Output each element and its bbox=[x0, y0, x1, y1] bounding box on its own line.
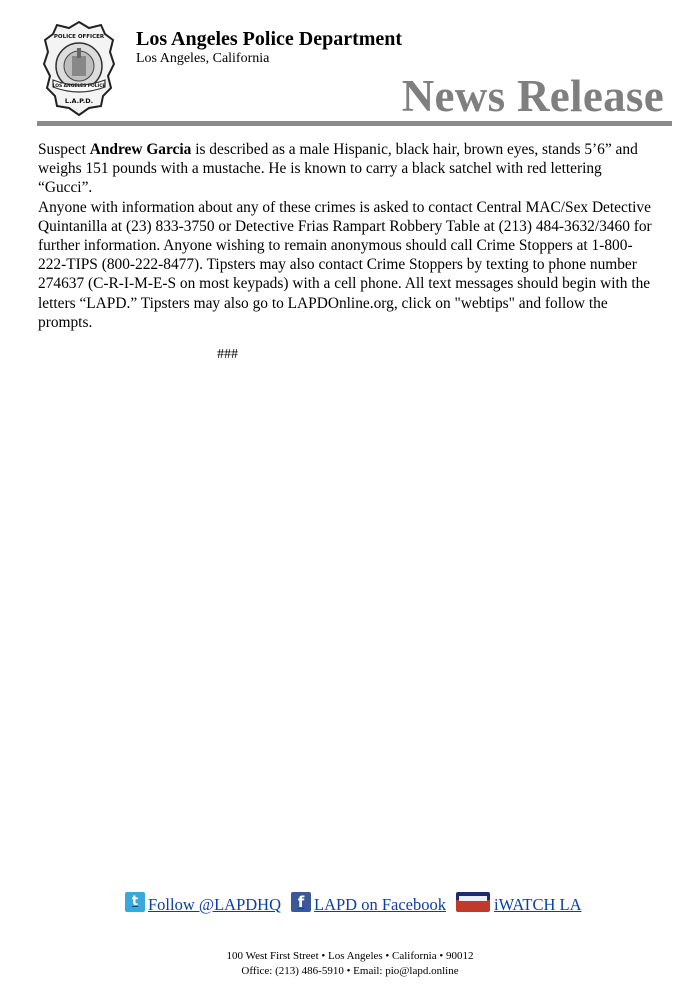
iwatch-icon bbox=[456, 892, 490, 912]
badge-ribbon-text: LOS ANGELES POLICE bbox=[52, 84, 106, 89]
twitter-icon: t bbox=[125, 892, 145, 912]
iwatch-link-label: iWATCH LA bbox=[493, 895, 582, 914]
twitter-link-label: Follow @LAPDHQ bbox=[148, 895, 281, 914]
social-links bbox=[125, 895, 592, 915]
contact-information: Anyone with information about any of these crimes is asked to contact Central MAC/Sex Detective Quintanilla at (23) 833-3750 or Detective Frias Rampart Robbery Table at (213) 484-3632/3460 for further information. Anyone wishing to remain anonymous should call Crime Stoppers at 1-800-222-TIPS (800-222-8477). Tipsters may also contact Crime Stoppers by texting to phone number 274637 (C-R-I-M-E-S on most keypads) with a cell phone. All text messages should begin with the letters “LAPD.” Tipsters may also go to LAPDOnline.org, click on "webtips" and follow the prompts. bbox=[38, 198, 652, 331]
suspect-name: Andrew Garcia bbox=[89, 141, 192, 158]
lapd-badge-logo bbox=[43, 20, 115, 116]
organization-location: Los Angeles, California bbox=[136, 51, 270, 66]
facebook-link-label: LAPD on Facebook bbox=[314, 895, 446, 914]
badge-bottom-text: L.A.P.D. bbox=[64, 97, 94, 105]
header-divider bbox=[37, 121, 672, 126]
suspect-description: Suspect Andrew Garcia is described as a male Hispanic, black hair, brown eyes, stands 5’6” and weighs 151 pounds with a mustache. He is known to carry a black satchel with red lettering “Gucci”. bbox=[38, 141, 638, 197]
end-of-release-mark: ### bbox=[217, 347, 238, 362]
facebook-link[interactable] bbox=[291, 895, 446, 915]
news-release-title: News Release bbox=[401, 71, 664, 121]
release-body bbox=[38, 140, 654, 332]
facebook-icon: f bbox=[291, 892, 311, 912]
organization-name: Los Angeles Police Department bbox=[136, 28, 403, 50]
footer-contact: Office: (213) 486-5910 • Email: pio@lapd.online bbox=[241, 965, 459, 977]
twitter-link[interactable] bbox=[125, 895, 281, 915]
iwatch-link[interactable] bbox=[456, 895, 582, 915]
footer-address: 100 West First Street • Los Angeles • California • 90012 bbox=[226, 950, 474, 962]
badge-top-text: POLICE OFFICER bbox=[53, 34, 105, 40]
